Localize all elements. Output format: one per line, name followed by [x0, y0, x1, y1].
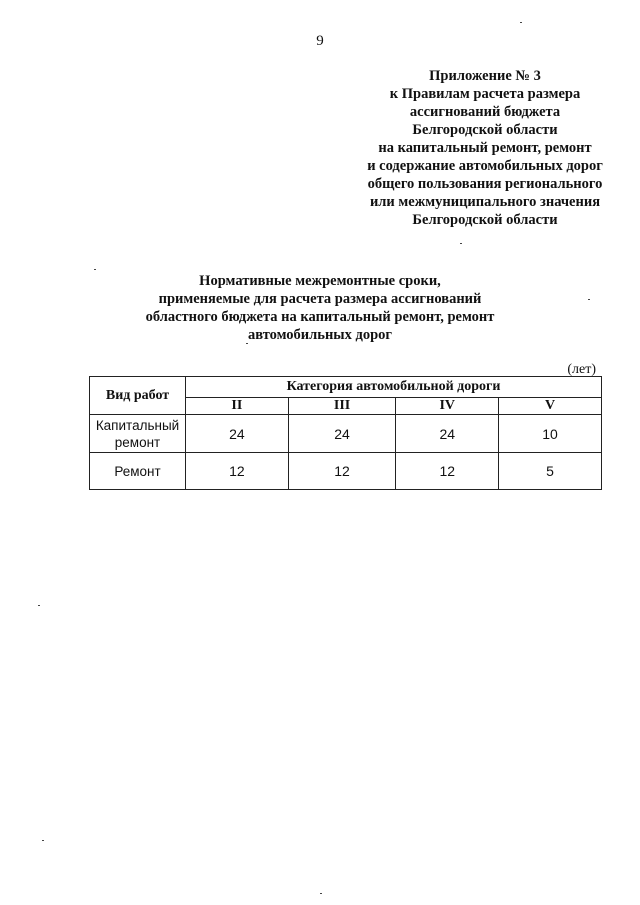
value-cell: 5 — [499, 453, 602, 490]
category-cell: II — [186, 398, 289, 415]
value-cell: 10 — [499, 415, 602, 453]
work-type-header: Вид работ — [90, 377, 186, 415]
scan-speck — [320, 893, 322, 894]
title-line: применяемые для расчета размера ассигнований — [158, 291, 482, 307]
table-row — [90, 415, 602, 453]
scan-speck — [42, 840, 44, 841]
category-cell: V — [499, 398, 602, 415]
page-number: 9 — [316, 33, 324, 49]
title-line: автомобильных дорог — [247, 327, 392, 343]
appendix-line: Белгородской области — [412, 122, 558, 138]
value-cell: 12 — [186, 453, 289, 490]
appendix-line: общего пользования регионального — [367, 176, 603, 192]
title-line: областного бюджета на капитальный ремонт, ремонт — [145, 309, 495, 325]
scan-speck — [520, 22, 522, 23]
category-cell: III — [288, 398, 396, 415]
appendix-line: к Правилам расчета размера — [389, 86, 581, 102]
appendix-line: и содержание автомобильных дорог — [367, 158, 603, 174]
appendix-line: или межмуниципального значения — [369, 194, 601, 210]
appendix-line: Белгородской области — [412, 212, 558, 228]
value-cell: 24 — [288, 415, 396, 453]
norms-table — [89, 376, 602, 490]
category-cell: IV — [396, 398, 499, 415]
value-cell: 12 — [396, 453, 499, 490]
document-title — [120, 272, 520, 344]
scan-speck — [246, 343, 248, 344]
scan-speck — [460, 243, 462, 244]
work-type-cell: Ремонт — [90, 453, 186, 490]
work-type-cell: Капитальный ремонт — [90, 415, 186, 453]
unit-note: (лет) — [567, 362, 596, 377]
scan-speck — [38, 605, 40, 606]
value-cell: 12 — [288, 453, 396, 490]
appendix-line: Приложение № 3 — [429, 68, 541, 84]
table-row — [90, 453, 602, 490]
appendix-block — [345, 67, 625, 229]
scan-speck — [588, 299, 590, 300]
scan-speck — [94, 269, 96, 270]
category-header: Категория автомобильной дороги — [186, 377, 602, 398]
appendix-line: ассигнований бюджета — [409, 104, 561, 120]
appendix-line: на капитальный ремонт, ремонт — [378, 140, 592, 156]
title-line: Нормативные межремонтные сроки, — [199, 273, 441, 289]
value-cell: 24 — [186, 415, 289, 453]
value-cell: 24 — [396, 415, 499, 453]
table-header-row — [90, 377, 602, 398]
